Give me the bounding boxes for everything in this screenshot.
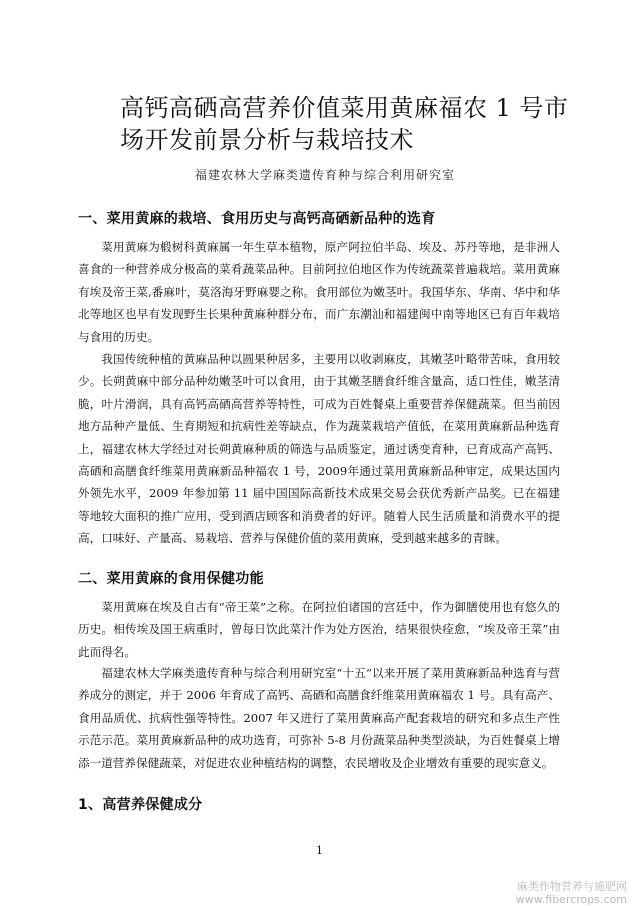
- watermark-line-1: 麻类作物营养与施肥网: [517, 880, 627, 893]
- page-number: 1: [316, 844, 323, 857]
- section-1-paragraph-1: 菜用黄麻为椴树科黄麻属一年生草本植物，原产阿拉伯半岛、埃及、苏丹等地，是非洲人喜食的一种营养成分极高的菜肴蔬菜品种。目前阿拉伯地区作为传统蔬菜普遍栽培。菜用黄麻有埃及帝王菜,番麻叶，莫洛海牙野麻婴之称。食用部位为嫩茎叶。我国华东、华南、华中和华北等地区也早有发现野生长果种黄麻种群分布，而广东潮汕和福建闽中南等地区已有百年栽培与食用的历史。: [78, 240, 560, 344]
- section-1-paragraph-2: 我国传统种植的黄麻品种以圆果种居多，主要用以收剥麻皮，其嫩茎叶略带苦味，食用较少。长朔黄麻中部分品种幼嫩茎叶可以食用，由于其嫩茎膳食纤维含量高，适口性佳，嫩茎清脆，叶片滑润，具有高钙高硒高营养等特性，可成为百姓餐桌上重要营养保健蔬菜。但当前因地方品种产量低、生育期短和抗病性差等缺点，作为蔬菜栽培产值低，在菜用黄麻新品种选育上，福建农林大学经过对长朔黄麻种质的筛选与品质鉴定，通过诱变育种，已育成高产高钙、高硒和高膳食纤维菜用黄麻新品种福农 1 号，2009年通过菜用黄麻新品种审定，成果达国内外领先水平，2009 年参加第 11 届中国国际高新技术成果交易会获优秀新产品奖。已在福建等地较大面积的推广应用，受到酒店顾客和消费者的好评。随着人民生活质量和消费水平的提高，口味好、产量高、易栽培、营养与保健价值的菜用黄麻，受到越来越多的青睐。: [78, 352, 560, 546]
- section-2-paragraph-2: 福建农林大学麻类遗传育种与综合利用研究室“十五”以来开展了菜用黄麻新品种选育与营养成分的测定，并于 2006 年育成了高钙、高硒和高膳食纤维菜用黄麻福农 1 号。具有高产、食用品质优、抗病性强等特性。2007 年又进行了菜用黄麻高产配套栽培的研究和多点生产性示范示范。菜用黄麻新品种的成功选育，可弥补 5-8 月份蔬菜品种类型淡缺，为百姓餐桌上增添一道营养保健蔬菜，对促进农业种植结构的调整，农民增收及企业增效有重要的现实意义。: [78, 666, 560, 770]
- section-2-paragraph-1: 菜用黄麻在埃及自古有“帝王菜”之称。在阿拉伯诸国的宫廷中，作为御膳使用也有悠久的历史。相传埃及国王病重时，曾每日饮此菜汁作为处方医治，结果很快痊愈，“埃及帝王菜”由此而得名。: [78, 600, 560, 659]
- watermark-line-2: www.fibercrops.com: [515, 893, 627, 906]
- subsection-heading: 1、高营养保健成分: [78, 797, 203, 813]
- section-1-heading: 一、菜用黄麻的栽培、食用历史与高钙高硒新品种的选育: [78, 211, 436, 227]
- watermark: [516, 880, 627, 906]
- title-line-2: 场开发前景分析与栽培技术: [120, 126, 414, 154]
- title-line-1: 高钙高硒高营养价值菜用黄麻福农 1 号市: [120, 94, 569, 122]
- document-title: [120, 92, 590, 156]
- section-2-heading: 二、菜用黄麻的食用保健功能: [78, 571, 264, 587]
- affiliation: 福建农林大学麻类遗传育种与综合利用研究室: [195, 168, 456, 182]
